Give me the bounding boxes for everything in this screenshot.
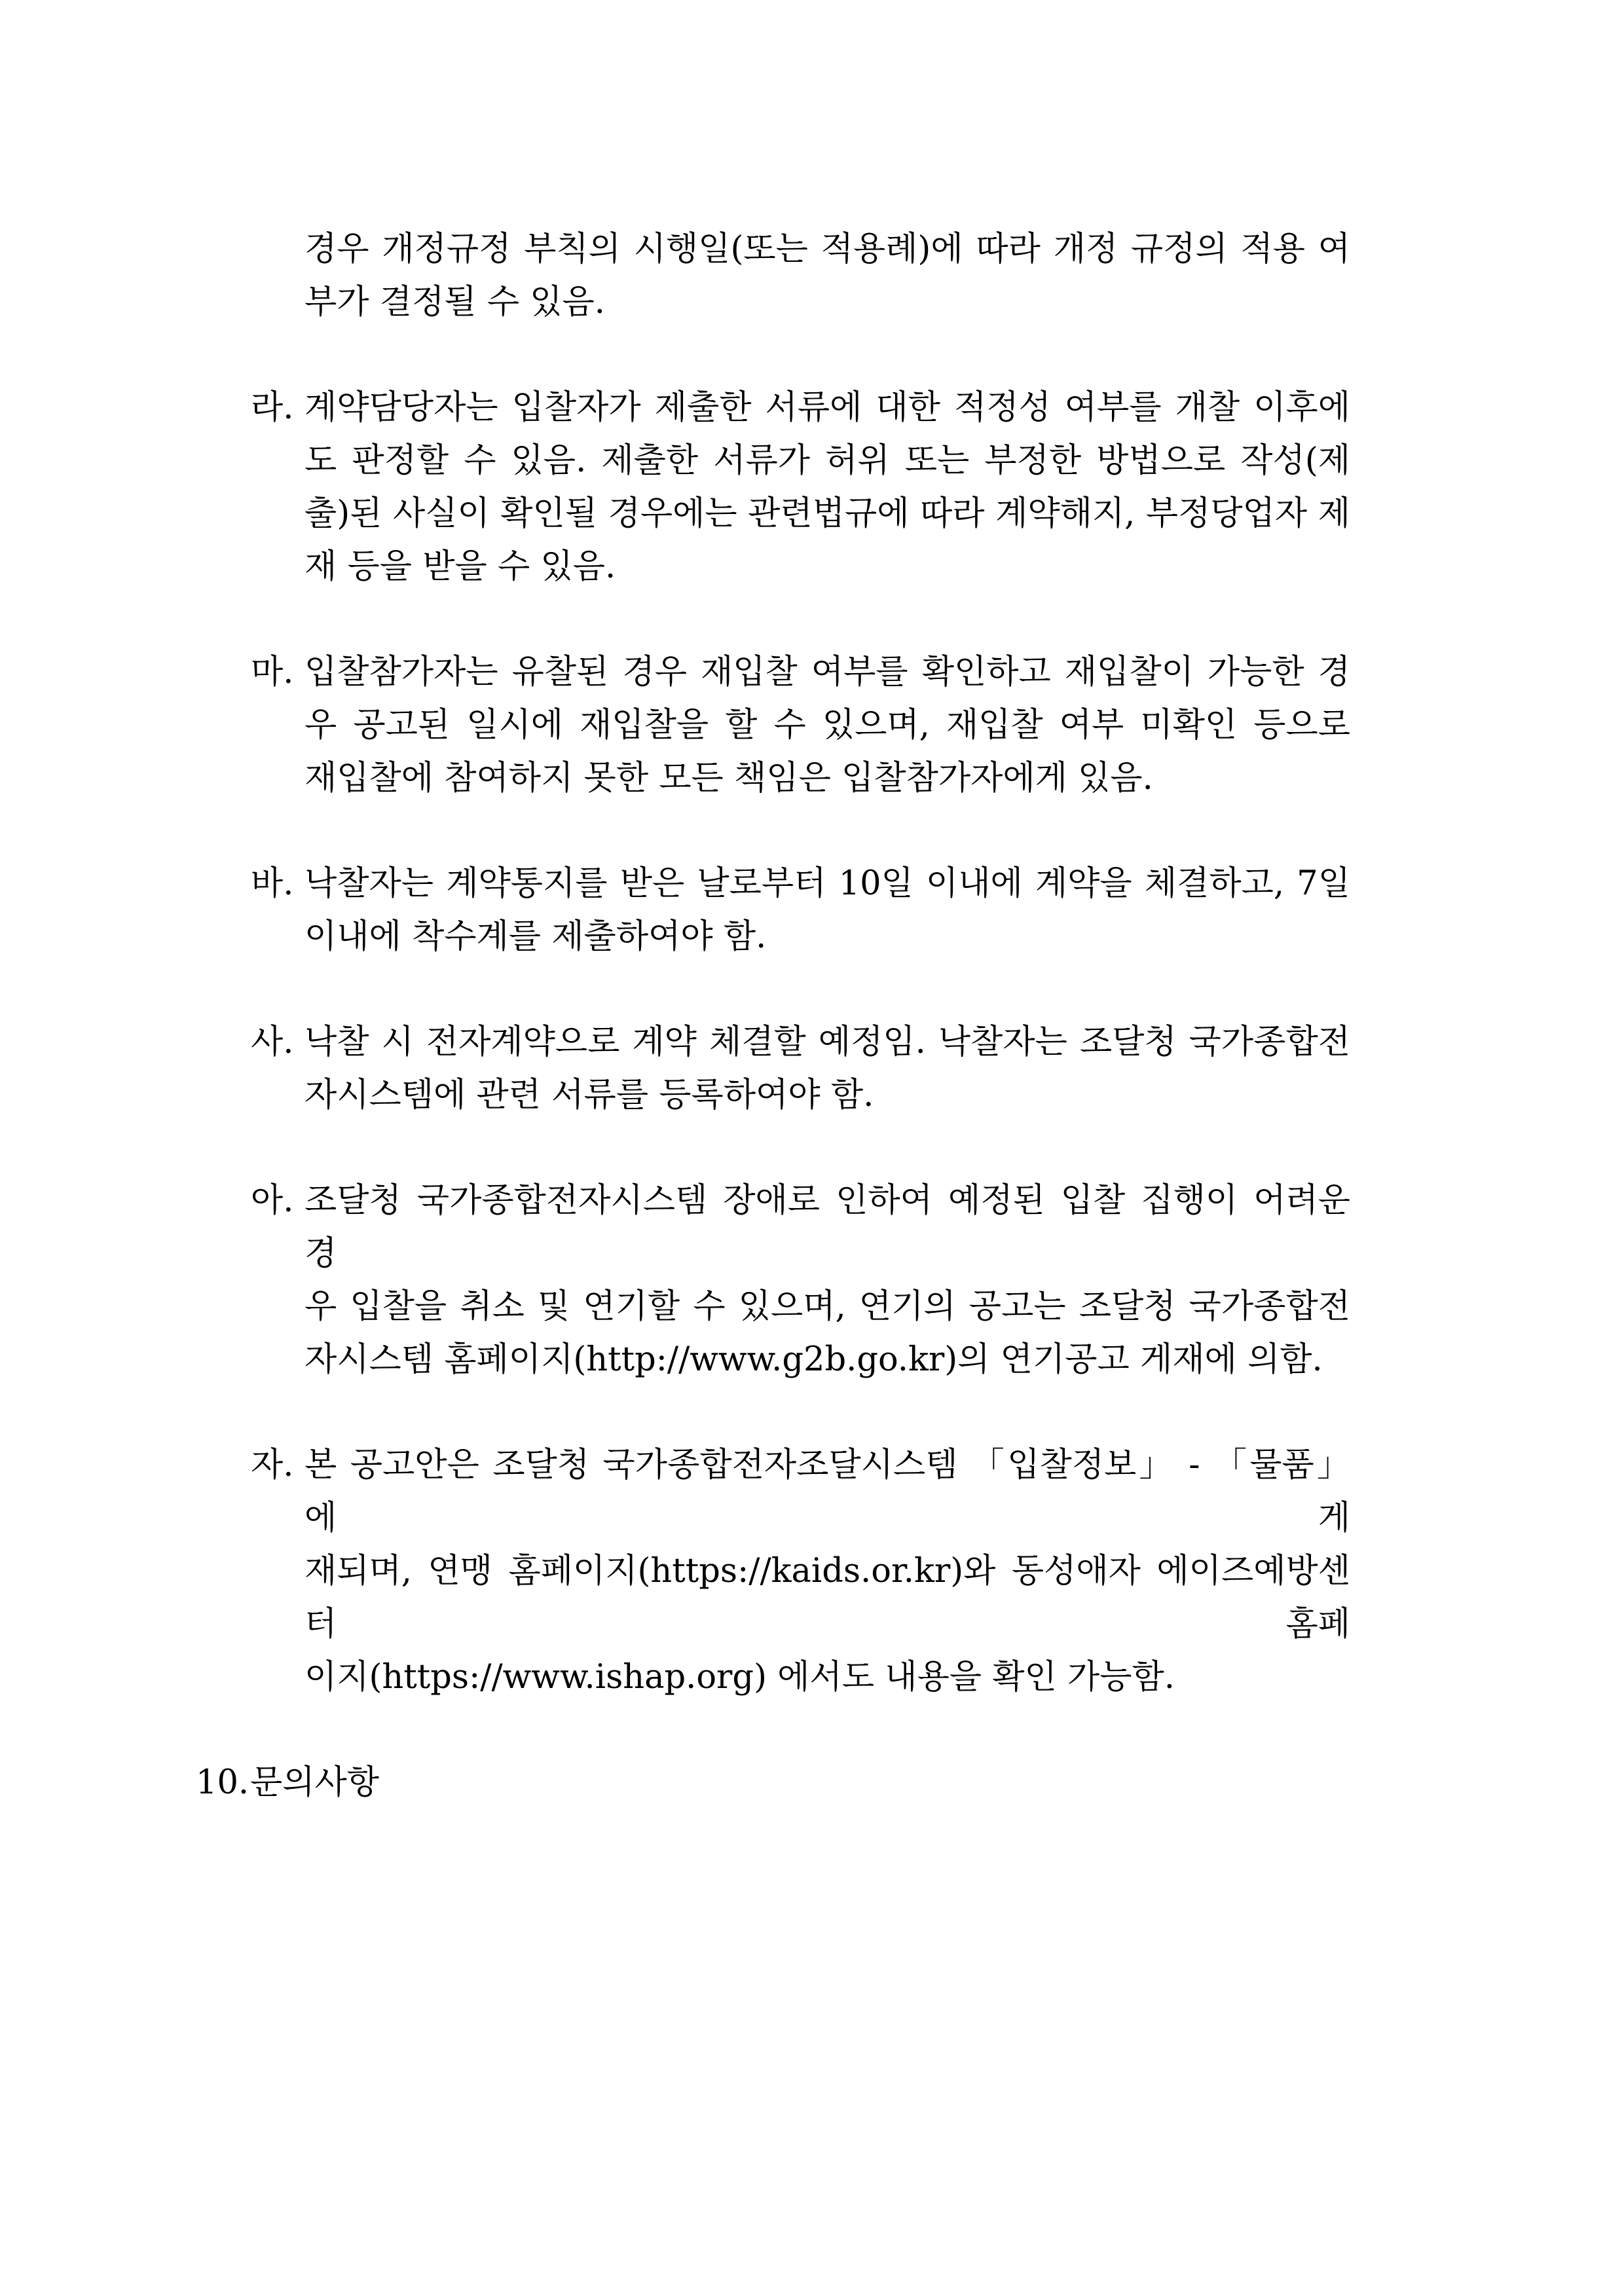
- text-line: 자시스템에 관련 서류를 등록하여야 함.: [304, 1076, 874, 1114]
- section-10-heading: [196, 1756, 1350, 1809]
- text-line: 낙찰자는 계약통지를 받은 날로부터 10일 이내에 계약을 체결하고, 7일: [304, 864, 1350, 903]
- list-item: [251, 857, 1350, 963]
- item-label: 라.: [251, 388, 294, 427]
- text-line: 본 공고안은 조달청 국가종합전자조달시스템 「입찰정보」 - 「물품」 에 게: [304, 1446, 1350, 1537]
- text-line: 계약담당자는 입찰자가 제출한 서류에 대한 적정성 여부를 개찰 이후에: [304, 388, 1350, 427]
- item-text: [304, 646, 1350, 805]
- list-item: [251, 1016, 1350, 1122]
- item-text: [304, 857, 1350, 963]
- text-line: 재입찰에 참여하지 못한 모든 책임은 입찰참가자에게 있음.: [304, 759, 1153, 798]
- text-line: 출)된 사실이 확인될 경우에는 관련법규에 따라 계약해지, 부정당업자 제: [304, 494, 1350, 533]
- item-label: 바.: [251, 864, 294, 903]
- text-line: 낙찰 시 전자계약으로 계약 체결할 예정임. 낙찰자는 조달청 국가종합전: [304, 1023, 1350, 1061]
- item-label: 아.: [251, 1181, 294, 1220]
- item-text: [304, 1439, 1350, 1704]
- item-label: 자.: [251, 1446, 294, 1484]
- item-text: [304, 381, 1350, 593]
- list-item: [251, 381, 1350, 593]
- list-item: [251, 1174, 1350, 1386]
- list-item: [251, 1439, 1350, 1704]
- text-line: 부가 결정될 수 있음.: [304, 283, 605, 321]
- text-line: 우 공고된 일시에 재입찰을 할 수 있으며, 재입찰 여부 미확인 등으로: [304, 706, 1350, 744]
- item-text: [304, 1174, 1350, 1386]
- section-number: 10.: [196, 1763, 249, 1802]
- text-line: 경우 개정규정 부칙의 시행일(또는 적용례)에 따라 개정 규정의 적용 여: [304, 230, 1350, 268]
- text-line: 재 등을 받을 수 있음.: [304, 547, 616, 586]
- notice-items: [251, 223, 1350, 1704]
- section-title: 문의사항: [250, 1763, 380, 1802]
- text-line: 이내에 착수계를 제출하여야 함.: [304, 917, 767, 956]
- list-item: [251, 646, 1350, 805]
- list-item: [251, 223, 1350, 329]
- item-text: [304, 1016, 1350, 1122]
- text-line: 조달청 국가종합전자시스템 장애로 인하여 예정된 입찰 집행이 어려운 경: [304, 1181, 1350, 1273]
- text-line: 우 입찰을 취소 및 연기할 수 있으며, 연기의 공고는 조달청 국가종합전: [304, 1287, 1350, 1326]
- item-label: 마.: [251, 653, 294, 691]
- item-text: [304, 223, 1350, 329]
- item-label: 사.: [251, 1023, 294, 1061]
- text-line: 이지(https://www.ishap.org) 에서도 내용을 확인 가능함.: [304, 1658, 1175, 1697]
- text-line: 도 판정할 수 있음. 제출한 서류가 허위 또는 부정한 방법으로 작성(제: [304, 441, 1350, 480]
- text-line: 자시스템 홈페이지(http://www.g2b.go.kr)의 연기공고 게재에 의함.: [304, 1340, 1323, 1379]
- text-line: 재되며, 연맹 홈페이지(https://kaids.or.kr)와 동성애자 에이즈예방센터 홈페: [304, 1552, 1350, 1643]
- text-line: 입찰참가자는 유찰된 경우 재입찰 여부를 확인하고 재입찰이 가능한 경: [304, 653, 1350, 691]
